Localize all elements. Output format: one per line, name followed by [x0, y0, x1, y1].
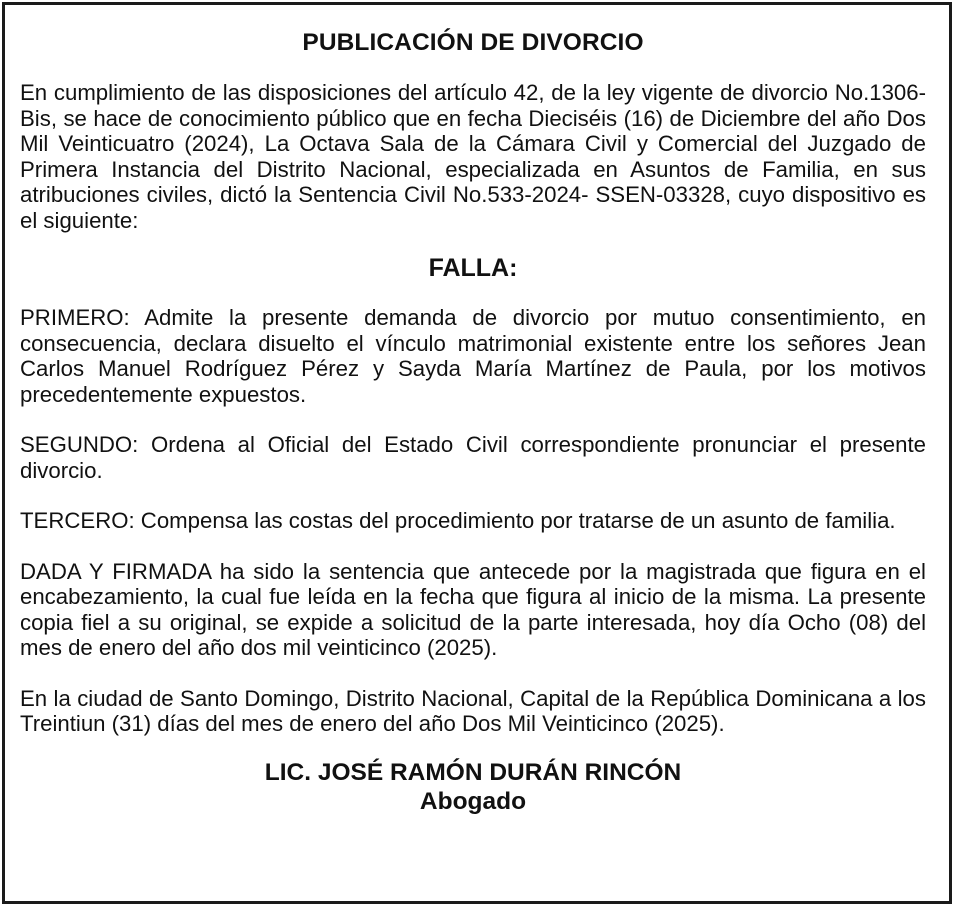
notice-title: PUBLICACIÓN DE DIVORCIO — [302, 29, 644, 56]
primero-paragraph: PRIMERO: Admite la presente demanda de divorcio por mutuo consentimiento, en consecuencia, declara disuelto el vínculo matrimonial existente entre los señores Jean Carlos Manuel Rodríguez Pérez y Sayda María Martínez de Paula, por los motivos precedentemente expuestos. — [20, 305, 926, 407]
dada-paragraph: DADA Y FIRMADA ha sido la sentencia que antecede por la magistrada que figura en el encabezamiento, la cual fue leída en la fecha que figura al inicio de la misma. La presente copia fiel a su original, se expide a solicitud de la parte interesada, hoy día Ocho (08) del mes de enero del año dos mil veinticinco (2025). — [20, 558, 926, 660]
ciudad-paragraph: En la ciudad de Santo Domingo, Distrito Nacional, Capital de la República Dominicana a los Treintiun (31) días del mes de enero del año Dos Mil Veinticinco (2025). — [20, 685, 926, 736]
segundo-paragraph: SEGUNDO: Ordena al Oficial del Estado Civil correspondiente pronunciar el presente divorcio. — [20, 432, 926, 483]
notice-content — [20, 28, 926, 817]
signature-name: LIC. JOSÉ RAMÓN DURÁN RINCÓN — [264, 758, 682, 786]
signature-role: Abogado — [419, 787, 527, 815]
tercero-paragraph: TERCERO: Compensa las costas del procedimiento por tratarse de un asunto de familia. — [20, 508, 896, 533]
signature-block — [20, 759, 926, 817]
falla-heading: FALLA: — [428, 254, 518, 282]
intro-paragraph: En cumplimiento de las disposiciones del artículo 42, de la ley vigente de divorcio No.1306-Bis, se hace de conocimiento público que en fecha Dieciséis (16) de Diciembre del año Dos Mil Veinticuatro (2024), La Octava Sala de la Cámara Civil y Comercial del Juzgado de Primera Instancia del Distrito Nacional, especializada en Asuntos de Familia, en sus atribuciones civiles, dictó la Sentencia Civil No.533-2024- SSEN-03328, cuyo dispositivo es el siguiente: — [20, 80, 926, 233]
